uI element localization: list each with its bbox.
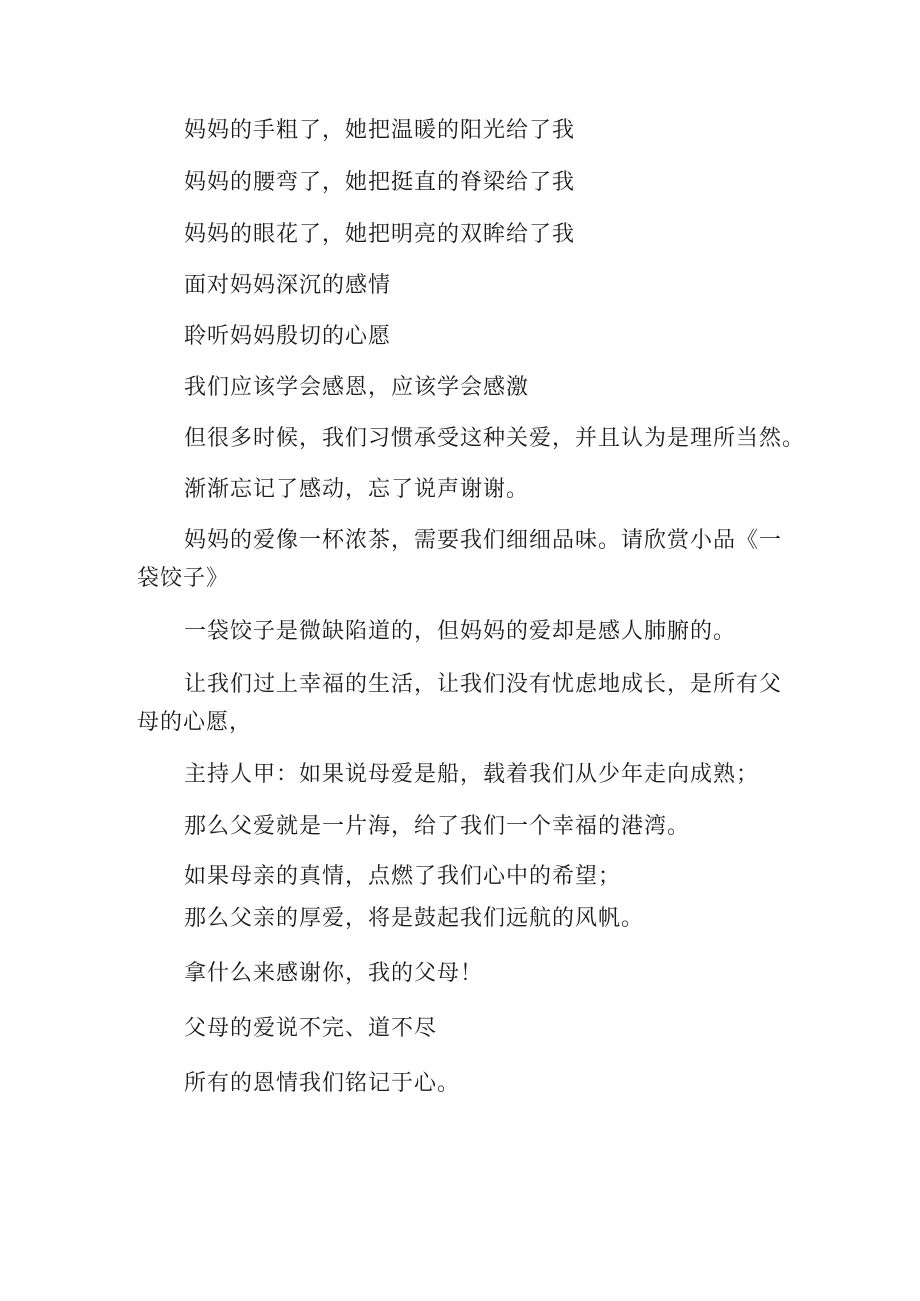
paragraph-line: 一袋饺子是微缺陷道的，但妈妈的爱却是感人肺腑的。 xyxy=(184,619,737,644)
paragraph-line: 妈妈的腰弯了，她把挺直的脊梁给了我 xyxy=(184,170,576,195)
paragraph-line: 妈妈的爱像一杯浓茶，需要我们细细品味。请欣赏小品《一袋饺子》 xyxy=(137,528,783,591)
paragraph-line: 那么父亲的厚爱，将是鼓起我们远航的风帆。 xyxy=(184,906,645,931)
paragraph-line: 妈妈的眼花了，她把明亮的双眸给了我 xyxy=(184,222,576,247)
paragraph-line: 让我们过上幸福的生活，让我们没有忧虑地成长，是所有父母的心愿， xyxy=(137,672,783,735)
paragraph-line: 面对妈妈深沉的感情 xyxy=(184,273,392,298)
paragraph-line: 父母的爱说不完、道不尽 xyxy=(184,1016,438,1041)
paragraph-line: 但很多时候，我们习惯承受这种关爱，并且认为是理所当然。 xyxy=(184,426,806,451)
paragraph-line: 那么父爱就是一片海，给了我们一个幸福的港湾。 xyxy=(184,814,691,839)
paragraph-line: 我们应该学会感恩，应该学会感激 xyxy=(184,375,530,400)
paragraph-line: 渐渐忘记了感动，忘了说声谢谢。 xyxy=(184,477,530,502)
paragraph-line: 聆听妈妈殷切的心愿 xyxy=(184,324,392,349)
paragraph-line: 拿什么来感谢你，我的父母！ xyxy=(184,961,484,986)
paragraph-line: 所有的恩情我们铭记于心。 xyxy=(184,1071,461,1096)
paragraph-line: 如果母亲的真情，点燃了我们心中的希望； xyxy=(184,864,622,889)
paragraph-line: 主持人甲：如果说母爱是船，载着我们从少年走向成熟； xyxy=(184,762,760,787)
paragraph-line: 妈妈的手粗了，她把温暖的阳光给了我 xyxy=(184,118,576,143)
